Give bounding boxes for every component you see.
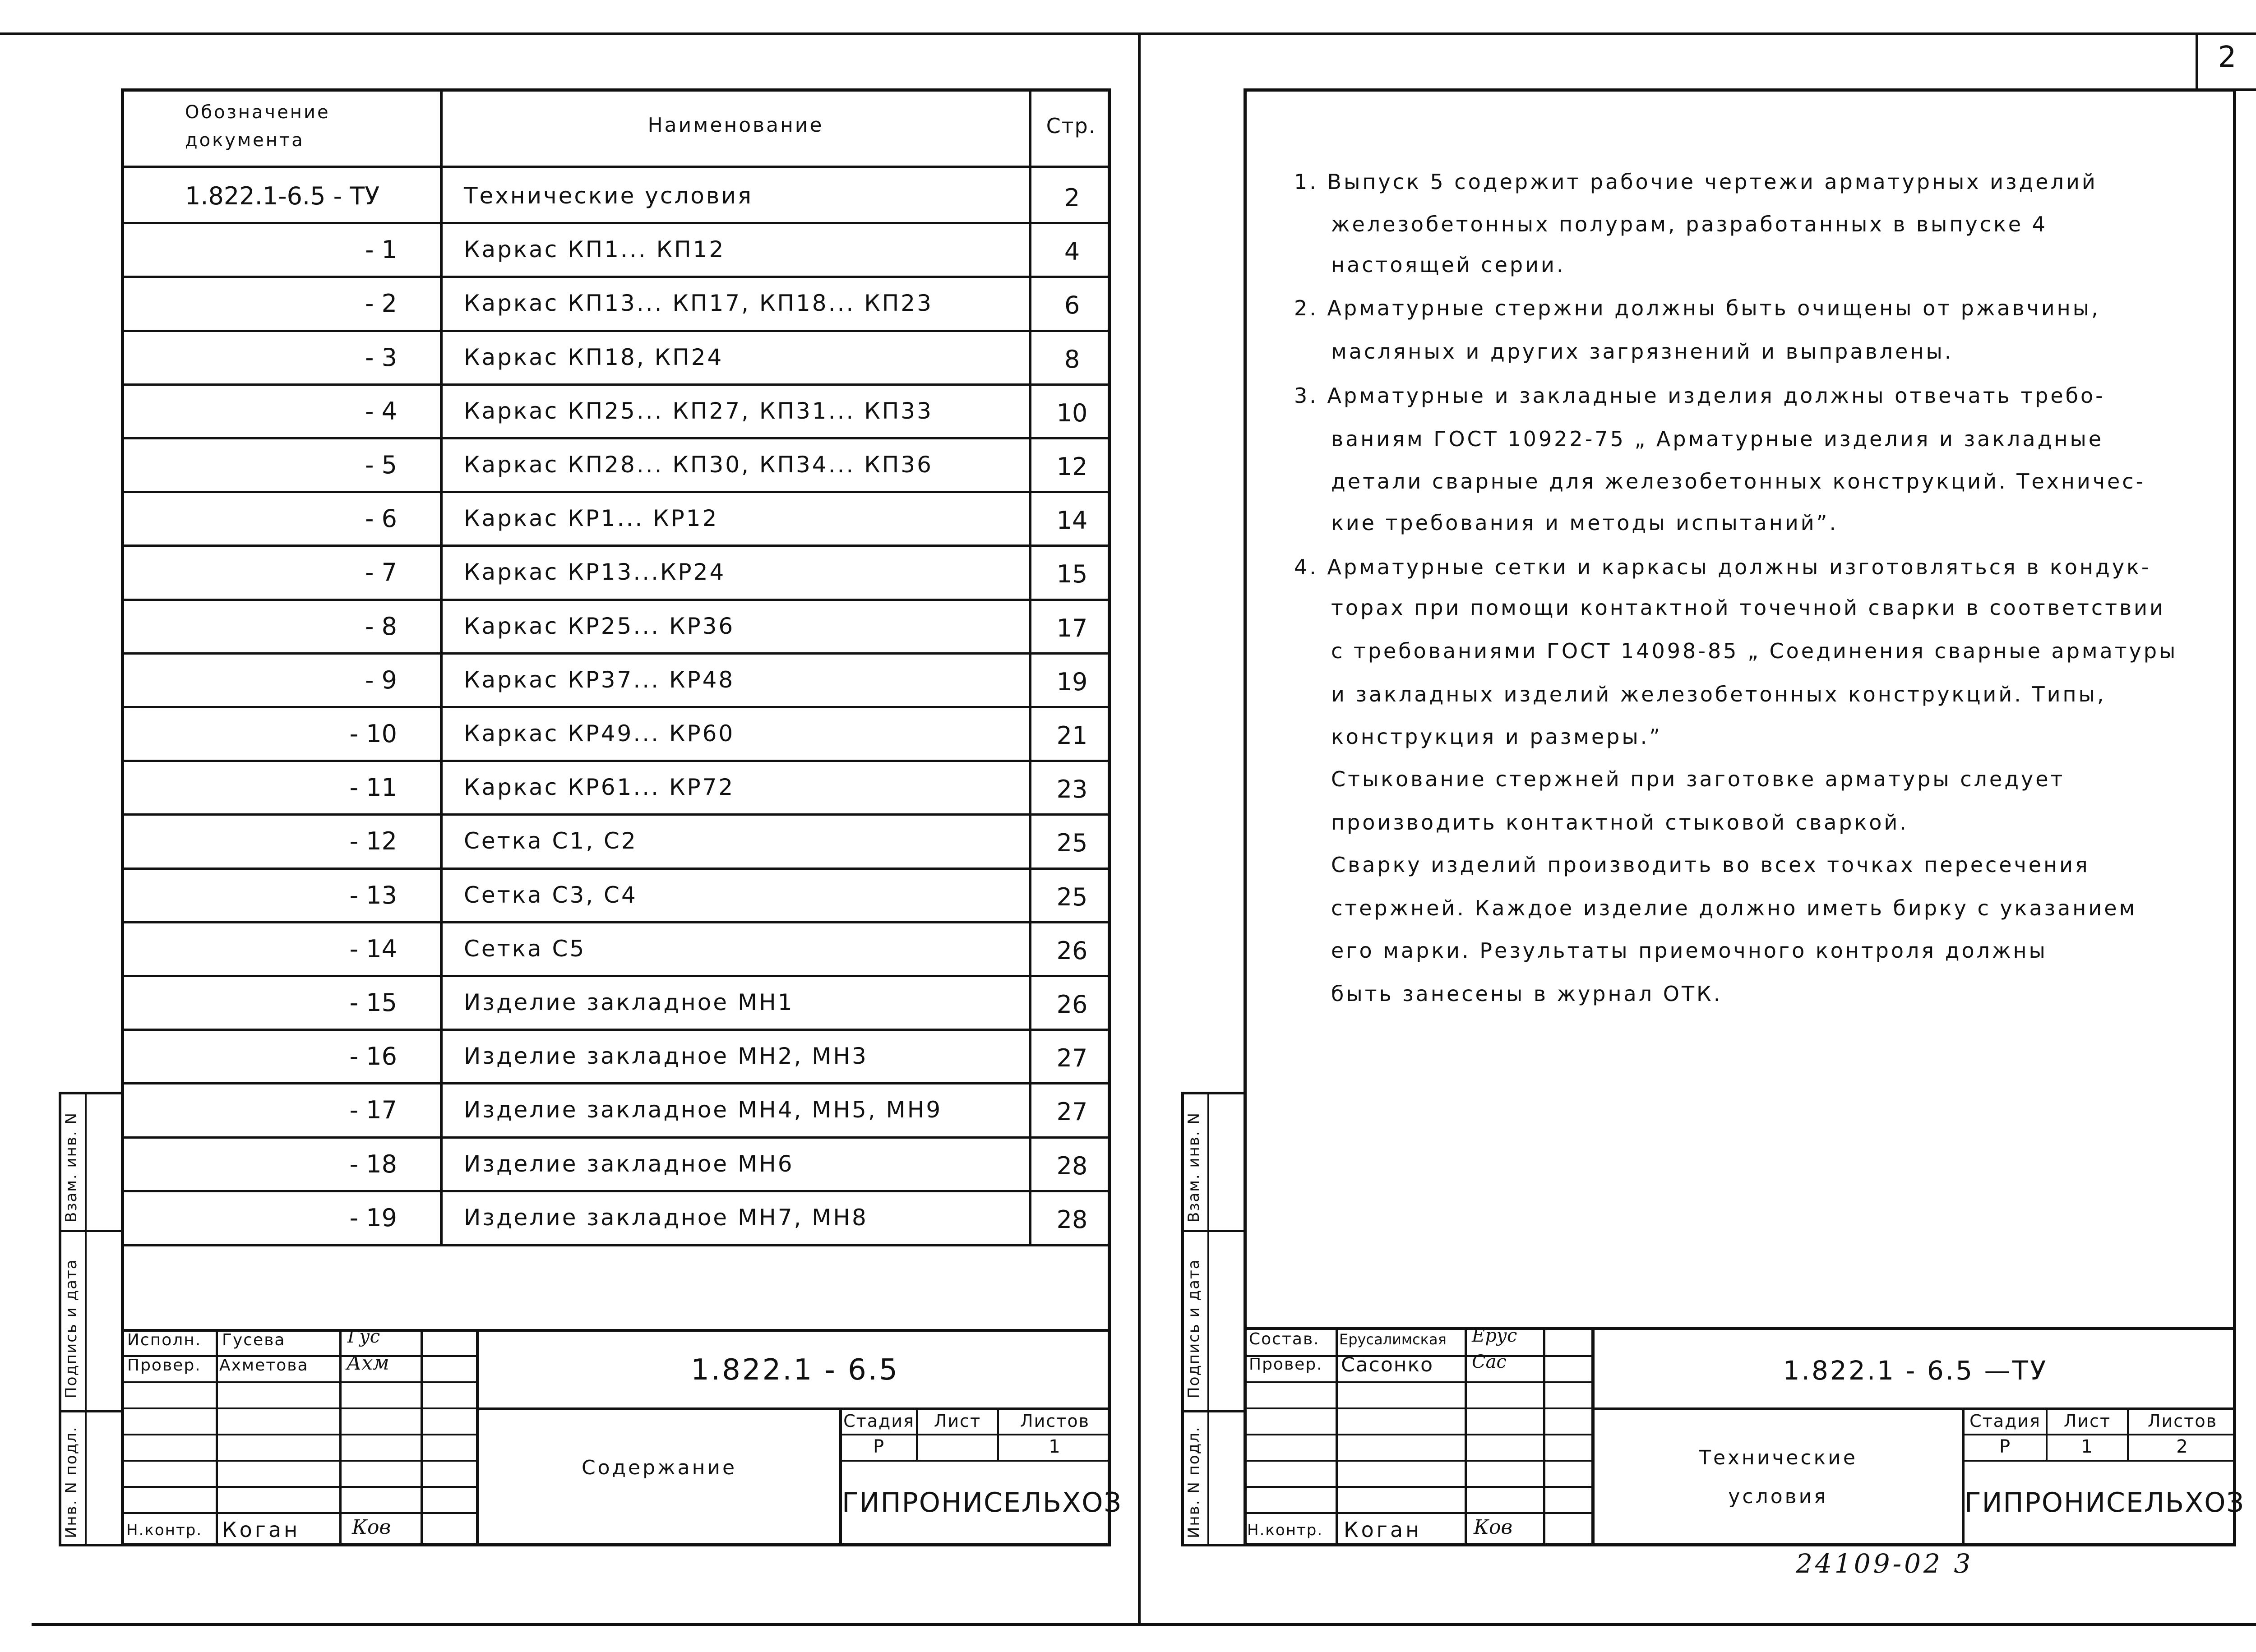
bottom-edge-line xyxy=(32,1623,2256,1626)
side-label-inv-left: Инв. N подл. xyxy=(62,1426,80,1538)
note-line: с требованиями ГОСТ 14098-85 „ Соединения сварные арматуры xyxy=(1331,639,2178,663)
toc-row-code: - 13 xyxy=(349,881,397,909)
note-line: настоящей серии. xyxy=(1331,253,1566,277)
toc-row-code: - 18 xyxy=(349,1150,397,1178)
toc-row-page: 12 xyxy=(1056,452,1088,481)
toc-header-designation: Обозначение документа xyxy=(185,102,330,151)
tb-right-sheet: 1 xyxy=(2081,1436,2094,1457)
side-label-sign-right: Подпись и дата xyxy=(1185,1259,1203,1398)
toc-row-name: Изделие закладное МН4, МН5, МН9 xyxy=(464,1097,943,1123)
tb-right-sig-2: Сас xyxy=(1472,1352,1507,1372)
note-line: стержней. Каждое изделие должно иметь бирку с указанием xyxy=(1331,896,2137,920)
tb-left-org: ГИПРОНИСЕЛЬХОЗ xyxy=(842,1487,1122,1518)
toc-row-code: - 9 xyxy=(365,666,397,694)
tb-right-name-1: Ерусалимская xyxy=(1339,1331,1447,1348)
toc-row-code: - 2 xyxy=(365,289,397,318)
toc-row-line xyxy=(121,1029,1111,1031)
note-line: 3. Арматурные и закладные изделия должны отвечать требо- xyxy=(1294,383,2105,408)
note-line: кие требования и методы испытаний”. xyxy=(1331,511,1839,535)
titleblock-row-line xyxy=(121,1460,478,1462)
toc-row-name: Технические условия xyxy=(464,183,753,209)
note-line: и закладных изделий железобетонных конструкций. Типы, xyxy=(1331,682,2106,706)
toc-row-line xyxy=(121,921,1111,923)
note-line: 1. Выпуск 5 содержит рабочие чертежи арматурных изделий xyxy=(1294,170,2098,194)
toc-header-line xyxy=(121,166,1111,168)
tb-right-title-1: Технические xyxy=(1699,1446,1858,1469)
note-line: 4. Арматурные сетки и каркасы должны изготовляться в кондук- xyxy=(1294,555,2151,579)
toc-row-page: 19 xyxy=(1056,668,1088,696)
note-line: Сварку изделий производить во всех точках пересечения xyxy=(1331,853,2090,877)
tb-left-sheet-h: Лист xyxy=(934,1411,981,1431)
note-line: железобетонных полурам, разработанных в выпуске 4 xyxy=(1331,212,2048,236)
note-line: торах при помощи контактной точечной сварки в соответствии xyxy=(1331,595,2165,620)
toc-row-line xyxy=(121,437,1111,439)
toc-row-name: Изделие закладное МН7, МН8 xyxy=(464,1204,868,1231)
margin-strip-row-1-r xyxy=(1184,1230,1244,1232)
toc-row-name: Каркас КР37... КР48 xyxy=(464,667,735,693)
toc-row-code: - 8 xyxy=(365,612,397,641)
toc-row-code: - 6 xyxy=(365,504,397,533)
toc-row-page: 27 xyxy=(1056,1098,1088,1126)
toc-row-line xyxy=(121,813,1111,816)
toc-row-page: 21 xyxy=(1056,721,1088,750)
toc-row-page: 28 xyxy=(1056,1205,1088,1234)
tb-left-control-role: Н.контр. xyxy=(126,1521,203,1539)
toc-row-code: - 16 xyxy=(349,1042,397,1071)
toc-header-page: Стр. xyxy=(1046,114,1096,138)
titleblock-row-line xyxy=(121,1512,478,1514)
toc-row-name: Каркас КР25... КР36 xyxy=(464,613,735,639)
sheet-number: 2 xyxy=(2218,41,2237,74)
tb-right-doc-code: 1.822.1 - 6.5 —ТУ xyxy=(1783,1355,2048,1386)
toc-row-code: - 1 xyxy=(365,235,397,264)
toc-row-name: Сетка С1, С2 xyxy=(464,828,638,854)
toc-row-page: 25 xyxy=(1056,883,1088,911)
tb-right-control-sig: Ков xyxy=(1474,1516,1513,1539)
tb-left-doc-code: 1.822.1 - 6.5 xyxy=(691,1353,899,1387)
toc-row-page: 2 xyxy=(1064,184,1080,212)
toc-row-page: 23 xyxy=(1056,775,1088,803)
margin-strip-row-2-r xyxy=(1184,1410,1244,1412)
toc-row-name: Изделие закладное МН6 xyxy=(464,1151,794,1177)
margin-strip-split xyxy=(85,1094,87,1546)
titleblock-row-line xyxy=(1244,1512,1593,1514)
toc-row-page: 8 xyxy=(1064,345,1080,374)
note-line: производить контактной стыковой сваркой. xyxy=(1331,810,1909,835)
toc-row-code: - 14 xyxy=(349,935,397,963)
tb-left-name-1: Гусева xyxy=(222,1331,286,1349)
titleblock-row-line xyxy=(1244,1407,1593,1409)
toc-row-page: 28 xyxy=(1056,1152,1088,1180)
tb-right-role-1: Состав. xyxy=(1249,1330,1320,1348)
titleblock-row-line xyxy=(121,1434,478,1435)
toc-end-line xyxy=(121,1244,1111,1246)
toc-header-name: Наименование xyxy=(647,114,824,137)
toc-row-page: 14 xyxy=(1056,506,1088,535)
side-label-sign-left: Подпись и дата xyxy=(62,1259,80,1398)
titleblock-row-line xyxy=(1244,1460,1593,1462)
note-line: 2. Арматурные стержни должны быть очищены от ржавчины, xyxy=(1294,296,2100,320)
titleblock-row-line xyxy=(121,1381,478,1383)
toc-row-line xyxy=(121,652,1111,655)
tb-left-stage-h: Стадия xyxy=(843,1411,915,1431)
note-line: ваниям ГОСТ 10922-75 „ Арматурные изделия и закладные xyxy=(1331,427,2104,451)
note-line: детали сварные для железобетонных конструкций. Техничес- xyxy=(1331,469,2146,494)
toc-row-name: Каркас КР13...КР24 xyxy=(464,559,726,585)
tb-right-sig-1: Ерус xyxy=(1472,1325,1517,1346)
tb-left-control-name: Коган xyxy=(222,1518,300,1542)
toc-row-name: Каркас КП18, КП24 xyxy=(464,344,724,370)
tb-left-control-sig: Ков xyxy=(352,1516,391,1539)
toc-row-page: 10 xyxy=(1056,399,1088,427)
titleblock-row-line xyxy=(121,1407,478,1409)
toc-row-line xyxy=(121,868,1111,870)
note-line: масляных и других загрязнений и выправлены. xyxy=(1331,339,1954,364)
toc-row-code: - 3 xyxy=(365,343,397,372)
top-edge-line xyxy=(0,32,2256,35)
archive-stamp: 24109-02 3 xyxy=(1796,1548,1974,1579)
toc-row-line xyxy=(121,975,1111,977)
note-line: быть занесены в журнал ОТК. xyxy=(1331,982,1723,1006)
toc-row-name: Каркас КП13... КП17, КП18... КП23 xyxy=(464,290,933,316)
toc-row-line xyxy=(121,599,1111,601)
margin-strip-row-2 xyxy=(61,1410,121,1412)
toc-row-line xyxy=(121,276,1111,278)
titleblock-row-line xyxy=(121,1486,478,1488)
toc-row-name: Сетка С3, С4 xyxy=(464,882,638,908)
toc-row-code: - 12 xyxy=(349,827,397,855)
toc-row-line xyxy=(121,491,1111,493)
tb-left-mid-line xyxy=(478,1407,1111,1410)
tb-right-name-2: Сасонко xyxy=(1341,1353,1434,1376)
toc-row-line xyxy=(121,330,1111,332)
toc-row-code: - 11 xyxy=(349,773,397,802)
note-line: его марки. Результаты приемочного контроля должны xyxy=(1331,938,2048,963)
tb-left-sig-2: Ахм xyxy=(347,1352,389,1375)
toc-row-page: 25 xyxy=(1056,829,1088,857)
toc-row-page: 17 xyxy=(1056,614,1088,642)
toc-row-page: 26 xyxy=(1056,990,1088,1019)
tb-right-title-2: условия xyxy=(1728,1485,1828,1508)
toc-row-code: - 19 xyxy=(349,1204,397,1232)
side-label-vzam-right: Взам. инв. N xyxy=(1185,1112,1203,1223)
tb-left-role-1: Исполн. xyxy=(127,1331,202,1349)
toc-row-name: Изделие закладное МН2, МН3 xyxy=(464,1043,868,1069)
note-line: Стыкование стержней при заготовке арматуры следует xyxy=(1331,767,2065,791)
tb-right-role-2: Провер. xyxy=(1249,1355,1323,1374)
toc-row-page: 26 xyxy=(1056,937,1088,965)
tb-right-sheets: 2 xyxy=(2176,1436,2189,1457)
tb-left-sheet: 1 xyxy=(1049,1436,1061,1457)
tb-left-role-2: Провер. xyxy=(127,1356,201,1375)
toc-row-line xyxy=(121,1190,1111,1192)
toc-row-line xyxy=(121,222,1111,224)
margin-strip-row-1 xyxy=(61,1230,121,1232)
tb-left-stage-row2 xyxy=(839,1460,1111,1462)
tb-right-control-name: Коган xyxy=(1344,1518,1422,1542)
toc-row-name: Изделие закладное МН1 xyxy=(464,989,794,1015)
note-line: конструкция и размеры.” xyxy=(1331,724,1663,749)
toc-row-line xyxy=(121,760,1111,762)
tb-right-stage-row2 xyxy=(1962,1460,2236,1462)
tb-left-sheets-h: Листов xyxy=(1020,1411,1090,1431)
tb-left-sig-1: Гус xyxy=(347,1326,380,1347)
tb-right-control-role: Н.контр. xyxy=(1247,1521,1323,1539)
tb-left-name-2: Ахметова xyxy=(219,1356,309,1375)
toc-row-line xyxy=(121,706,1111,708)
toc-row-code: - 17 xyxy=(349,1096,397,1124)
tb-right-top-line xyxy=(1244,1327,2236,1330)
titleblock-row-line xyxy=(1244,1486,1593,1488)
tb-right-sheets-h: Листов xyxy=(2148,1411,2217,1431)
toc-row-code: - 7 xyxy=(365,558,397,586)
tb-right-stage: Р xyxy=(1999,1436,2011,1457)
toc-row-line xyxy=(121,1082,1111,1084)
toc-row-page: 4 xyxy=(1064,237,1080,266)
toc-row-page: 6 xyxy=(1064,291,1080,319)
toc-row-name: Каркас КР1... КР12 xyxy=(464,505,719,531)
toc-row-line xyxy=(121,545,1111,547)
toc-row-code: - 5 xyxy=(365,451,397,479)
side-label-inv-right: Инв. N подл. xyxy=(1185,1426,1203,1538)
tb-right-stage-h: Стадия xyxy=(1969,1411,2041,1431)
toc-row-name: Каркас КР61... КР72 xyxy=(464,774,735,800)
titleblock-row-line xyxy=(1244,1434,1593,1435)
side-label-vzam-left: Взам. инв. N xyxy=(62,1112,80,1223)
titleblock-row-line xyxy=(1244,1381,1593,1383)
toc-row-name: Сетка С5 xyxy=(464,936,586,962)
toc-col-line-1 xyxy=(440,88,443,1244)
tb-right-stage-row1 xyxy=(1962,1434,2236,1435)
tb-right-mid-line xyxy=(1593,1407,2236,1410)
tb-left-title: Содержание xyxy=(581,1456,737,1479)
toc-row-name: Каркас КП25... КП27, КП31... КП33 xyxy=(464,398,933,424)
toc-row-name: Каркас КП1... КП12 xyxy=(464,236,726,263)
toc-row-name: Каркас КР49... КР60 xyxy=(464,720,735,747)
tb-right-sheet-h: Лист xyxy=(2063,1411,2111,1431)
toc-row-code: 1.822.1-6.5 - ТУ xyxy=(185,182,380,210)
tb-left-stage-row1 xyxy=(839,1434,1111,1435)
page-divider xyxy=(1138,32,1141,1626)
toc-row-line xyxy=(121,383,1111,386)
toc-row-page: 15 xyxy=(1056,560,1088,588)
toc-row-code: - 10 xyxy=(349,720,397,748)
toc-row-name: Каркас КП28... КП30, КП34... КП36 xyxy=(464,452,933,478)
tb-right-org: ГИПРОНИСЕЛЬХОЗ xyxy=(1965,1487,2245,1518)
toc-row-code: - 4 xyxy=(365,397,397,425)
sheet-number-box xyxy=(2196,32,2256,91)
toc-row-line xyxy=(121,1136,1111,1139)
toc-row-page: 27 xyxy=(1056,1044,1088,1072)
toc-row-code: - 15 xyxy=(349,988,397,1017)
tb-left-stage: Р xyxy=(873,1436,885,1457)
margin-strip-split-r xyxy=(1207,1094,1209,1546)
